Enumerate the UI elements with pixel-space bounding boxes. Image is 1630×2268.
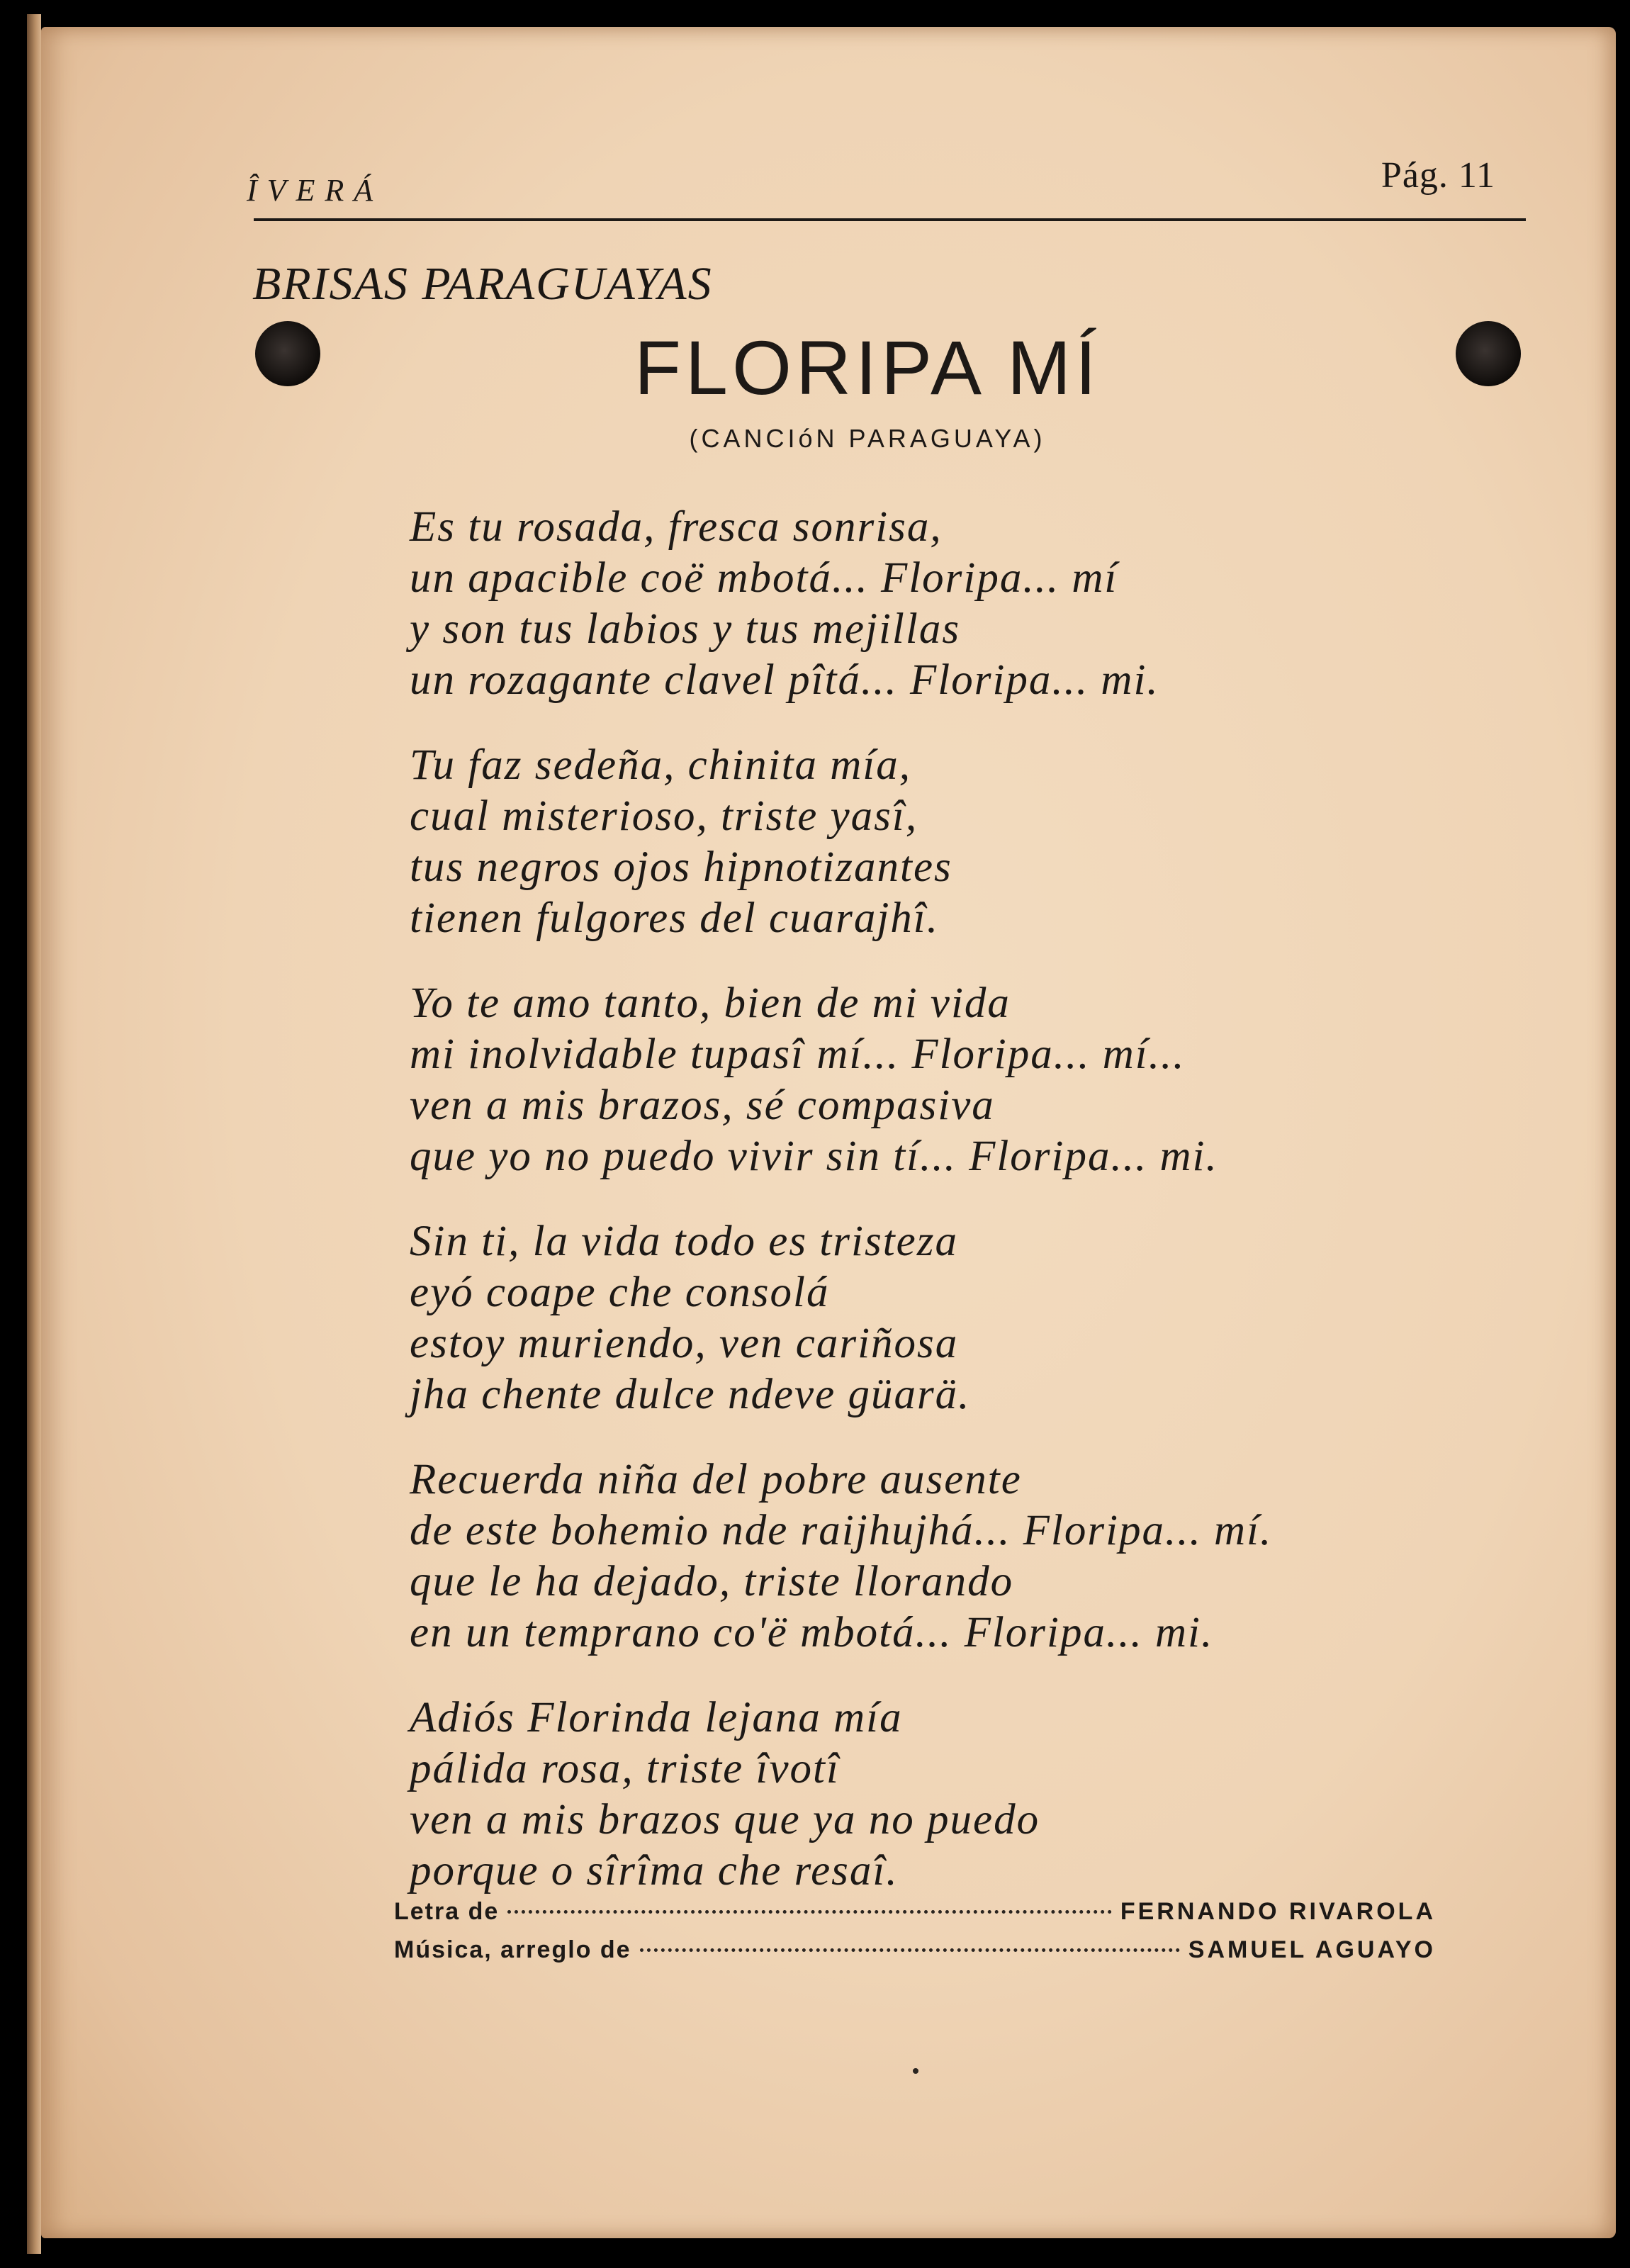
credit-music-name: SAMUEL AGUAYO [1188,1936,1436,1963]
credit-lyrics-label: Letra de [394,1898,500,1925]
lyrics [410,502,1473,1931]
credit-music [394,1936,1436,1975]
running-title: ÎVERÁ [247,173,383,208]
section-title: BRISAS PARAGUAYAS [252,258,713,310]
lyric-line: Recuerda niña del pobre ausente [410,1456,1022,1503]
lyric-line: Yo te amo tanto, bien de mi vida [410,979,1011,1027]
lyric-line: que le ha dejado, triste llorando [410,1558,1014,1605]
lyric-line: en un temprano co'ë mbotá... Floripa... mi. [410,1609,1214,1656]
stanza [410,978,1473,1182]
lyric-line: ven a mis brazos, sé compasiva [410,1082,995,1129]
stanza [410,1454,1473,1658]
book-page [41,27,1616,2238]
lyric-line: que yo no puedo vivir sin tí... Floripa... mi. [410,1133,1218,1180]
lyric-line: jha chente dulce ndeve güarä. [410,1371,971,1418]
page-number: Pág. 11 [1381,155,1495,196]
lyric-line: Tu faz sedeña, chinita mía, [410,741,912,789]
lyric-line: tienen fulgores del cuarajhî. [410,894,939,942]
lyric-line: eyó coape che consolá [410,1269,830,1316]
ornament-dot-right [1456,321,1521,386]
credits [394,1898,1436,1975]
credit-lyrics [394,1898,1436,1936]
lyric-line: ven a mis brazos que ya no puedo [410,1796,1040,1843]
lyric-line: estoy muriendo, ven cariñosa [410,1320,959,1367]
credit-lyrics-name: FERNANDO RIVAROLA [1120,1898,1436,1925]
stanza [410,740,1473,944]
stanza [410,502,1473,706]
lyric-line: un rozagante clavel pîtá... Floripa... mi. [410,656,1159,704]
header-rule [254,218,1526,221]
stanza [410,1692,1473,1897]
song-subtitle: (CANCIóN PARAGUAYA) [689,424,1046,453]
lyric-line: Adiós Florinda lejana mía [410,1694,903,1741]
lyric-line: tus negros ojos hipnotizantes [410,843,952,891]
page-edge [1616,0,1630,2268]
lyric-line: cual misterioso, triste yasî, [410,792,918,840]
song-title: FLORIPA MÍ [634,325,1101,410]
lyric-line: y son tus labios y tus mejillas [410,605,961,653]
lyric-line: pálida rosa, triste îvotî [410,1745,840,1792]
stanza [410,1216,1473,1420]
ink-speck [913,2068,918,2074]
dot-leader [507,1910,1112,1914]
lyric-line: Sin ti, la vida todo es tristeza [410,1218,958,1265]
lyric-line: porque o sîrîma che resaî. [410,1847,899,1894]
book-spine [27,14,41,2254]
lyric-line: mi inolvidable tupasî mí... Floripa... mí... [410,1031,1186,1078]
lyric-line: un apacible coë mbotá... Floripa... mí [410,554,1118,602]
lyric-line: Es tu rosada, fresca sonrisa, [410,503,943,551]
dot-leader [640,1948,1180,1952]
lyric-line: de este bohemio nde raijhujhá... Floripa... mí. [410,1507,1273,1554]
credit-music-label: Música, arreglo de [394,1936,631,1963]
